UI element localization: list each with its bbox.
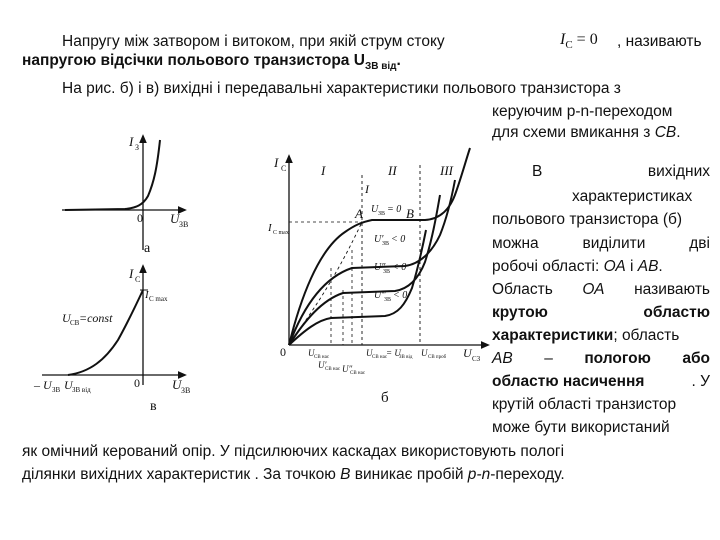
figure-b-region-2: II [388,163,397,178]
column-line-8: характеристики; область [492,327,680,344]
column-line-1: В вихідних [532,163,710,180]
svg-text:< 0: < 0 [393,290,408,301]
svg-text:U: U [308,348,315,358]
svg-text:СЗ: СЗ [472,355,481,363]
figure-v-ucb-val: =const [79,311,113,325]
svg-text:СВ нас: СВ нас [325,367,341,372]
paragraph-line-5: для схеми вмикання з СВ. [492,124,681,141]
figure-a-curve [65,140,160,210]
svg-text:ЗВ від: ЗВ від [399,355,413,360]
figure-b-curve-label-1 [371,204,401,217]
figure-b-curve-label-3 [374,262,406,275]
figure-v-caption: в [150,399,157,414]
svg-text:U″: U″ [342,364,353,374]
figure-b-point-a: A [355,206,363,221]
svg-text:U: U [371,204,379,215]
figure-a-x-sub: ЗВ [179,220,189,229]
figure-b-point-b: B [406,206,414,221]
svg-text:< 0: < 0 [392,262,407,273]
svg-text:U: U [366,348,373,358]
column-line-4: можна виділити дві [492,235,710,252]
figure-v-ucb-sub: СВ [70,319,80,327]
paragraph-line-2: напругою відсічки польового транзистора $U_{ЗВ від}$. [22,52,401,73]
svg-text:ЗВ: ЗВ [378,211,386,217]
svg-text:U: U [463,346,472,360]
figure-b-icmax: I [268,222,272,234]
svg-text:СВ проб: СВ проб [428,355,447,360]
svg-text:ЗВ: ЗВ [382,241,390,247]
figure-a-x-label: U [170,211,180,226]
figure-b-curve-label-extra: I [365,182,369,196]
figure-b-x-label-5 [421,348,447,360]
figure-b [267,148,486,406]
column-line-9: АВ – пологою або [492,350,710,367]
svg-text:= 0: = 0 [387,204,402,215]
figure-b-x-label-2 [318,360,341,372]
svg-text:U′: U′ [374,234,384,245]
figure-v-x-sub: ЗВ [181,386,191,395]
paragraph-line-4: керуючим p-n-переходом [492,103,673,120]
figure-v-curve [68,290,143,375]
figure-v-x-label: U [172,377,182,392]
svg-text:ЗВ: ЗВ [383,269,391,275]
column-line-6: Область ОА називають [492,281,710,298]
svg-text:U′: U′ [318,360,327,370]
figure-v-ucb: U [62,311,71,325]
figure-b-region-1: I [321,163,326,178]
paragraph-line-3: На рис. б) і в) вихідні і передавальні характеристики польового транзистора з [62,80,621,97]
figure-a-y-label: I [129,134,134,149]
column-line-5: робочі області: ОА і АВ. [492,258,663,275]
column-line-12: може бути використаний [492,419,670,436]
svg-text:ЗВ: ЗВ [384,297,392,303]
figure-v-origin: 0 [134,376,140,390]
figure-a [62,134,188,256]
figure-b-x-label-3 [342,364,366,376]
svg-text:< 0: < 0 [391,234,406,245]
figure-v-neg-u-sub: ЗВ [52,386,61,394]
figure-b-x-label-1 [308,348,330,360]
figure-a-y-sub: З [135,143,140,152]
column-line-11: крутій області транзистор [492,396,677,413]
figure-v-y-label: I [129,266,134,281]
bottom-line-2: ділянки вихідних характеристик . За точкою B виникає пробій p-n-переходу. [22,466,565,483]
figure-b-curve-label-2 [374,234,405,247]
column-line-7: крутою областю [492,304,710,321]
svg-text:СВ нас: СВ нас [314,355,330,360]
figure-a-caption: а [144,241,151,256]
figure-b-y-sub: С [281,164,287,173]
figure-b-icmax-sub: С max [273,230,289,236]
svg-text:U‴: U‴ [374,290,386,301]
text-segment: Напругу між затвором і витоком, при якій струм стоку [62,33,445,50]
figure-v-ucb-vid-sub: ЗВ від [72,386,91,394]
svg-text:U: U [421,348,428,358]
svg-text:= U: = U [386,348,401,358]
svg-text:СВ нас: СВ нас [350,371,366,376]
figure-b-caption: б [381,390,389,406]
figure-v-y-sub: С [135,275,141,284]
column-line-3: польового транзистора (б) [492,211,683,228]
figure-v-ucb-vid: U [64,378,73,392]
figure-v-icmax-sub: С max [149,295,168,303]
svg-text:U″: U″ [374,262,386,273]
figure-a-origin: 0 [137,211,143,225]
column-line-10: областю насичення . У [492,373,710,390]
formula-ic-zero: $I_C = 0$ [560,31,598,52]
figure-b-x-label-6 [463,346,481,363]
svg-text:СВ нас: СВ нас [372,355,388,360]
paragraph-line-1-end: , називають [617,33,702,50]
figure-v [33,266,190,414]
figure-b-region-3: III [440,163,453,178]
column-line-2: характеристиках [572,188,693,205]
figure-v-neg-u: – U [34,378,52,392]
figure-b-x-label-4 [366,348,413,360]
figure-b-y-label: I [274,155,279,170]
figure-v-icmax: I [145,289,149,301]
figure-b-origin: 0 [280,345,286,359]
bottom-line-1: як омічний керований опір. У підсилюючих каскадах використовують пологі [22,443,565,460]
